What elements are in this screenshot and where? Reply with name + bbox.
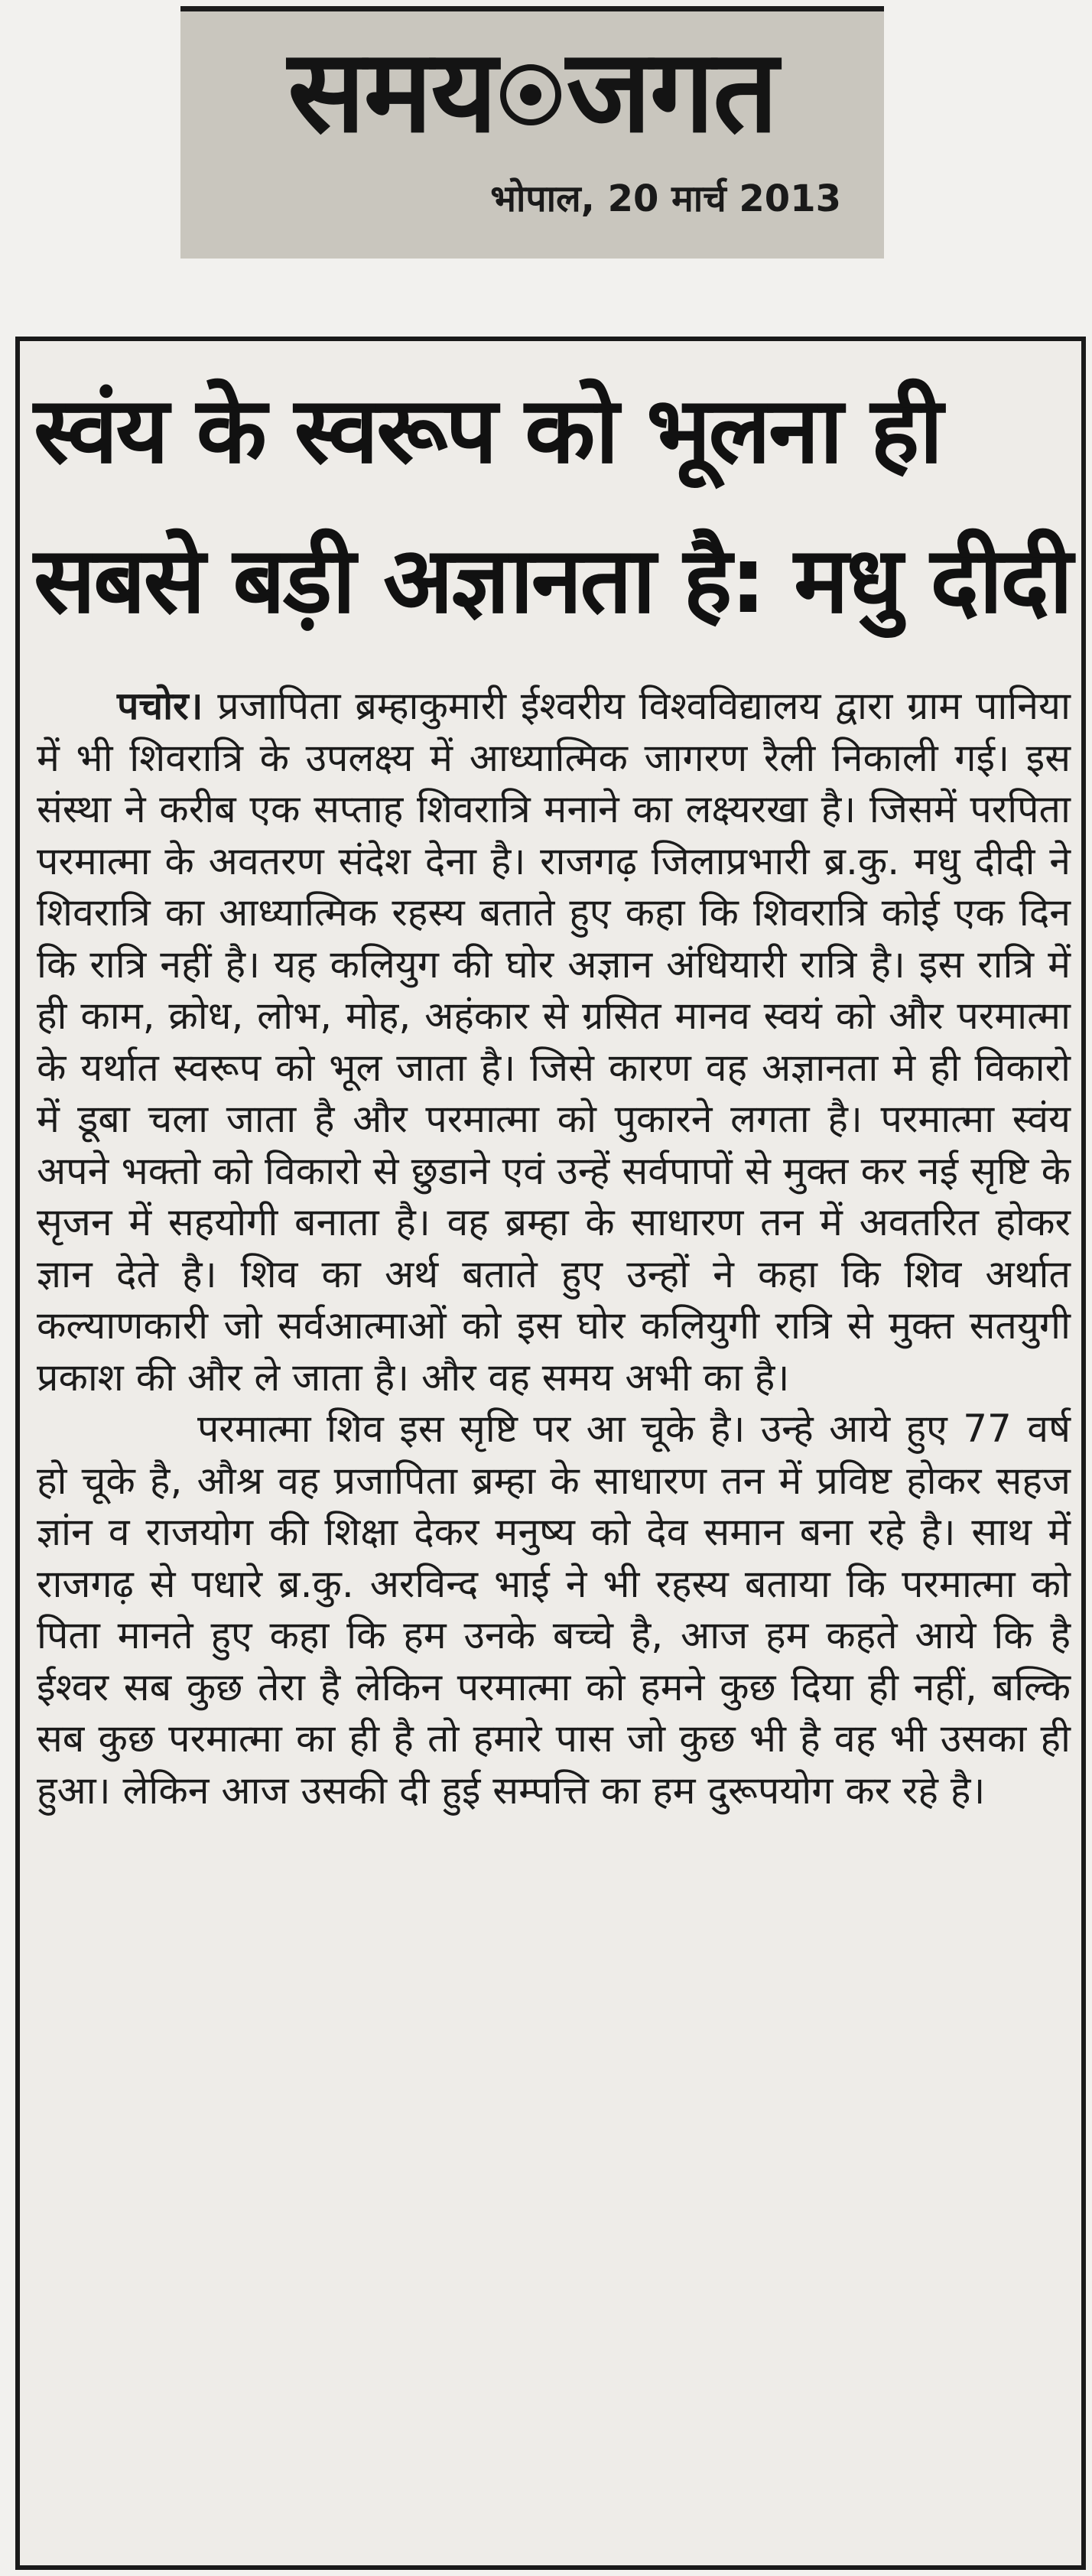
article-paragraph-1	[37, 681, 1071, 1403]
newspaper-masthead	[180, 6, 884, 259]
newspaper-name-right: जगत	[566, 25, 777, 158]
article-place: पचोर।	[117, 684, 203, 728]
masthead-dateline: भोपाल, 20 मार्च 2013	[490, 177, 841, 220]
paragraph-1-text: प्रजापिता ब्रम्हाकुमारी ईश्वरीय विश्वविद्यालय द्वारा ग्राम पानिया में भी शिवरात्रि के उपलक्ष्य में आध्यात्मिक जागरण रैली निकाली गई। इस संस्था ने करीब एक सप्ताह शिवरात्रि मनाने का लक्ष्यरखा है। जिसमें परपिता परमात्मा के अवतरण संदेश देना है। राजगढ़ जिलाप्रभारी ब्र.कु. मधु दीदी ने शिवरात्रि का आध्यात्मिक रहस्य बताते हुए कहा कि शिवरात्रि कोई एक दिन कि रात्रि नहीं है। यह कलियुग की घोर अज्ञान अंधियारी रात्रि है। इस रात्रि में ही काम, क्रोध, लोभ, मोह, अहंकार से ग्रसित मानव स्वयं को और परमात्मा के यर्थात स्वरूप को भूल जाता है। जिसे कारण वह अज्ञानता मे ही विकारो में डूबा चला जाता है और परमात्मा को पुकारने लगता है। परमात्मा स्वंय अपने भक्तो को विकारो से छुडाने एवं उन्हें सर्वपापों से मुक्त कर नई सृष्टि के सृजन में सहयोगी बनाता है। वह ब्रम्हा के साधारण तन में अवतरित होकर ज्ञान देते है। शिव का अर्थ बताते हुए उन्हों ने कहा कि शिव अर्थात कल्याणकारी जो सर्वआत्माओं को इस घोर कलियुगी रात्रि से मुक्त सतयुगी प्रकाश की और ले जाता है। और वह समय अभी का है।	[37, 684, 1071, 1400]
newspaper-name-left: समय	[288, 25, 496, 158]
article-paragraph-2: परमात्मा शिव इस सृष्टि पर आ चूके है। उन्हे आये हुए 77 वर्ष हो चूके है, औश्र वह प्रजापिता ब्रम्हा के साधारण तन में प्रविष्ट होकर सहज ज्ञांन व राजयोग की शिक्षा देकर मनुष्य को देव समान बना रहे है। साथ में राजगढ़ से पधारे ब्र.कु. अरविन्द भाई ने भी रहस्य बताया कि परमात्मा को पिता मानते हुए कहा कि हम उनके बच्चे है, आज हम कहते आये कि है ईश्वर सब कुछ तेरा है लेकिन परमात्मा को हमने कुछ दिया ही नहीं, बल्कि सब कुछ परमात्मा का ही है तो हमारे पास जो कुछ भी है वह भी उसका ही हुआ। लेकिन आज उसकी दी हुई सम्पत्ति का हम दुरूपयोग कर रहे है।	[37, 1407, 1071, 1813]
article-body	[20, 656, 1081, 1817]
news-article	[15, 337, 1086, 2570]
newspaper-name	[180, 27, 884, 157]
article-headline	[20, 341, 1081, 656]
headline-line-1: स्वंय के स्वरूप को भूलना ही	[34, 378, 941, 484]
emblem-icon	[500, 64, 561, 125]
headline-line-2: सबसे बड़ी अज्ञानता है: मधु दीदी	[34, 528, 1071, 634]
